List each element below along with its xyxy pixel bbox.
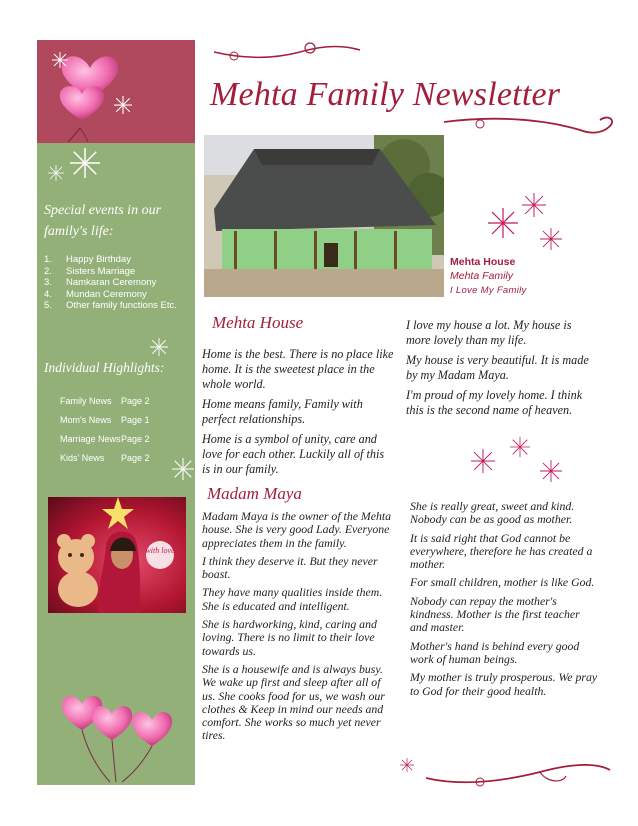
section-heading-maya: Madam Maya bbox=[207, 484, 302, 503]
paragraph: Home means family, Family with perfect relationships. bbox=[202, 397, 363, 426]
paragraph: I love my house a lot. My house is more lovely than my life. bbox=[406, 318, 572, 347]
events-list bbox=[44, 254, 194, 312]
sparkle-icon bbox=[150, 338, 168, 356]
swirl-ornament bbox=[420, 752, 620, 792]
list-item: 5. Other family functions Etc. bbox=[44, 300, 177, 311]
paragraph: Nobody can repay the mother's kindness. Mother is the first teacher and master. bbox=[410, 593, 580, 635]
swirl-ornament bbox=[210, 38, 370, 66]
starburst-icon bbox=[540, 460, 562, 482]
starburst-icon bbox=[488, 208, 518, 238]
sparkle-icon bbox=[70, 148, 100, 178]
house-column-right bbox=[406, 318, 596, 423]
list-item: 3. Namkaran Ceremony bbox=[44, 277, 157, 288]
house-column-left bbox=[202, 347, 394, 482]
paragraph: Madam Maya is the owner of the Mehta house. She is very good Lady. Everyone appreciates them in the family. bbox=[202, 509, 392, 550]
section-heading-house: Mehta House bbox=[212, 313, 304, 332]
highlights-table bbox=[60, 396, 171, 472]
table-row: Kids' News Page 2 bbox=[60, 453, 150, 463]
house-photo bbox=[204, 135, 444, 297]
paragraph: I'm proud of my lovely home. I think this is the second name of heaven. bbox=[406, 388, 583, 417]
highlights-title: Individual Highlights: bbox=[44, 360, 165, 375]
starburst-icon bbox=[510, 437, 530, 457]
photo-caption-subtitle: Mehta Family bbox=[450, 270, 514, 282]
paragraph: Mother's hand is behind every good work of human beings. bbox=[410, 638, 580, 666]
starburst-icon bbox=[471, 449, 495, 473]
paragraph: My house is very beautiful. It is made by my Madam Maya. bbox=[406, 353, 589, 382]
mother-photo bbox=[48, 497, 186, 613]
table-row: Mom's News Page 1 bbox=[60, 415, 150, 425]
maya-column-right bbox=[410, 500, 600, 703]
paragraph: For small children, mother is like God. bbox=[410, 575, 595, 590]
list-item: 2. Sisters Marriage bbox=[44, 265, 136, 277]
paragraph: Home is the best. There is no place like home. It is the sweetest place in the whole world. bbox=[202, 347, 394, 391]
sparkle-icon bbox=[114, 96, 132, 114]
paragraph: I think they deserve it. But they never boast. bbox=[202, 553, 378, 582]
starburst-icon bbox=[540, 228, 562, 250]
table-row: Family News Page 2 bbox=[60, 396, 150, 406]
paragraph: They have many qualities inside them. She is educated and intelligent. bbox=[202, 585, 383, 613]
list-item: 1. Happy Birthday bbox=[44, 254, 131, 265]
maya-column-left bbox=[202, 510, 394, 748]
hearts-balloon-icon bbox=[60, 690, 185, 785]
table-row: Marriage News Page 2 bbox=[60, 434, 150, 444]
sparkle-icon bbox=[48, 165, 64, 181]
photo-badge-text: with love bbox=[145, 546, 175, 555]
paragraph: It is said right that God cannot be everywhere, therefore he has created a mother. bbox=[410, 530, 593, 572]
sparkle-icon bbox=[172, 458, 194, 480]
photo-illustration bbox=[48, 497, 186, 613]
starburst-icon bbox=[522, 193, 546, 217]
photo-caption-title: Mehta House bbox=[450, 256, 516, 268]
paragraph: She is a housewife and is always busy. We wake up first and sleep after all of us. She cooks food for us, we wash our clothes & Keep in mind our needs and comfort. She works so much yet never tires. bbox=[202, 661, 385, 743]
swirl-ornament bbox=[440, 112, 620, 142]
starburst-icon bbox=[400, 758, 414, 772]
list-item: 4. Mundan Ceremony bbox=[44, 288, 147, 300]
newsletter-title: Mehta Family Newsletter bbox=[210, 76, 561, 113]
paragraph: My mother is truly prosperous. We pray to God for their good health. bbox=[410, 670, 598, 698]
photo-caption-tagline: I Love My Family bbox=[450, 285, 527, 296]
paragraph: Home is a symbol of unity, care and love for each other. Luckily all of this is in our family. bbox=[202, 432, 385, 476]
paragraph: She is hardworking, kind, caring and loving. There is no limit to their love towards us. bbox=[202, 617, 377, 658]
paragraph: She is really great, sweet and kind. Nobody can be as good as mother. bbox=[410, 499, 575, 527]
sparkle-icon bbox=[52, 52, 68, 68]
events-title: Special events in our family's life: bbox=[44, 203, 162, 239]
